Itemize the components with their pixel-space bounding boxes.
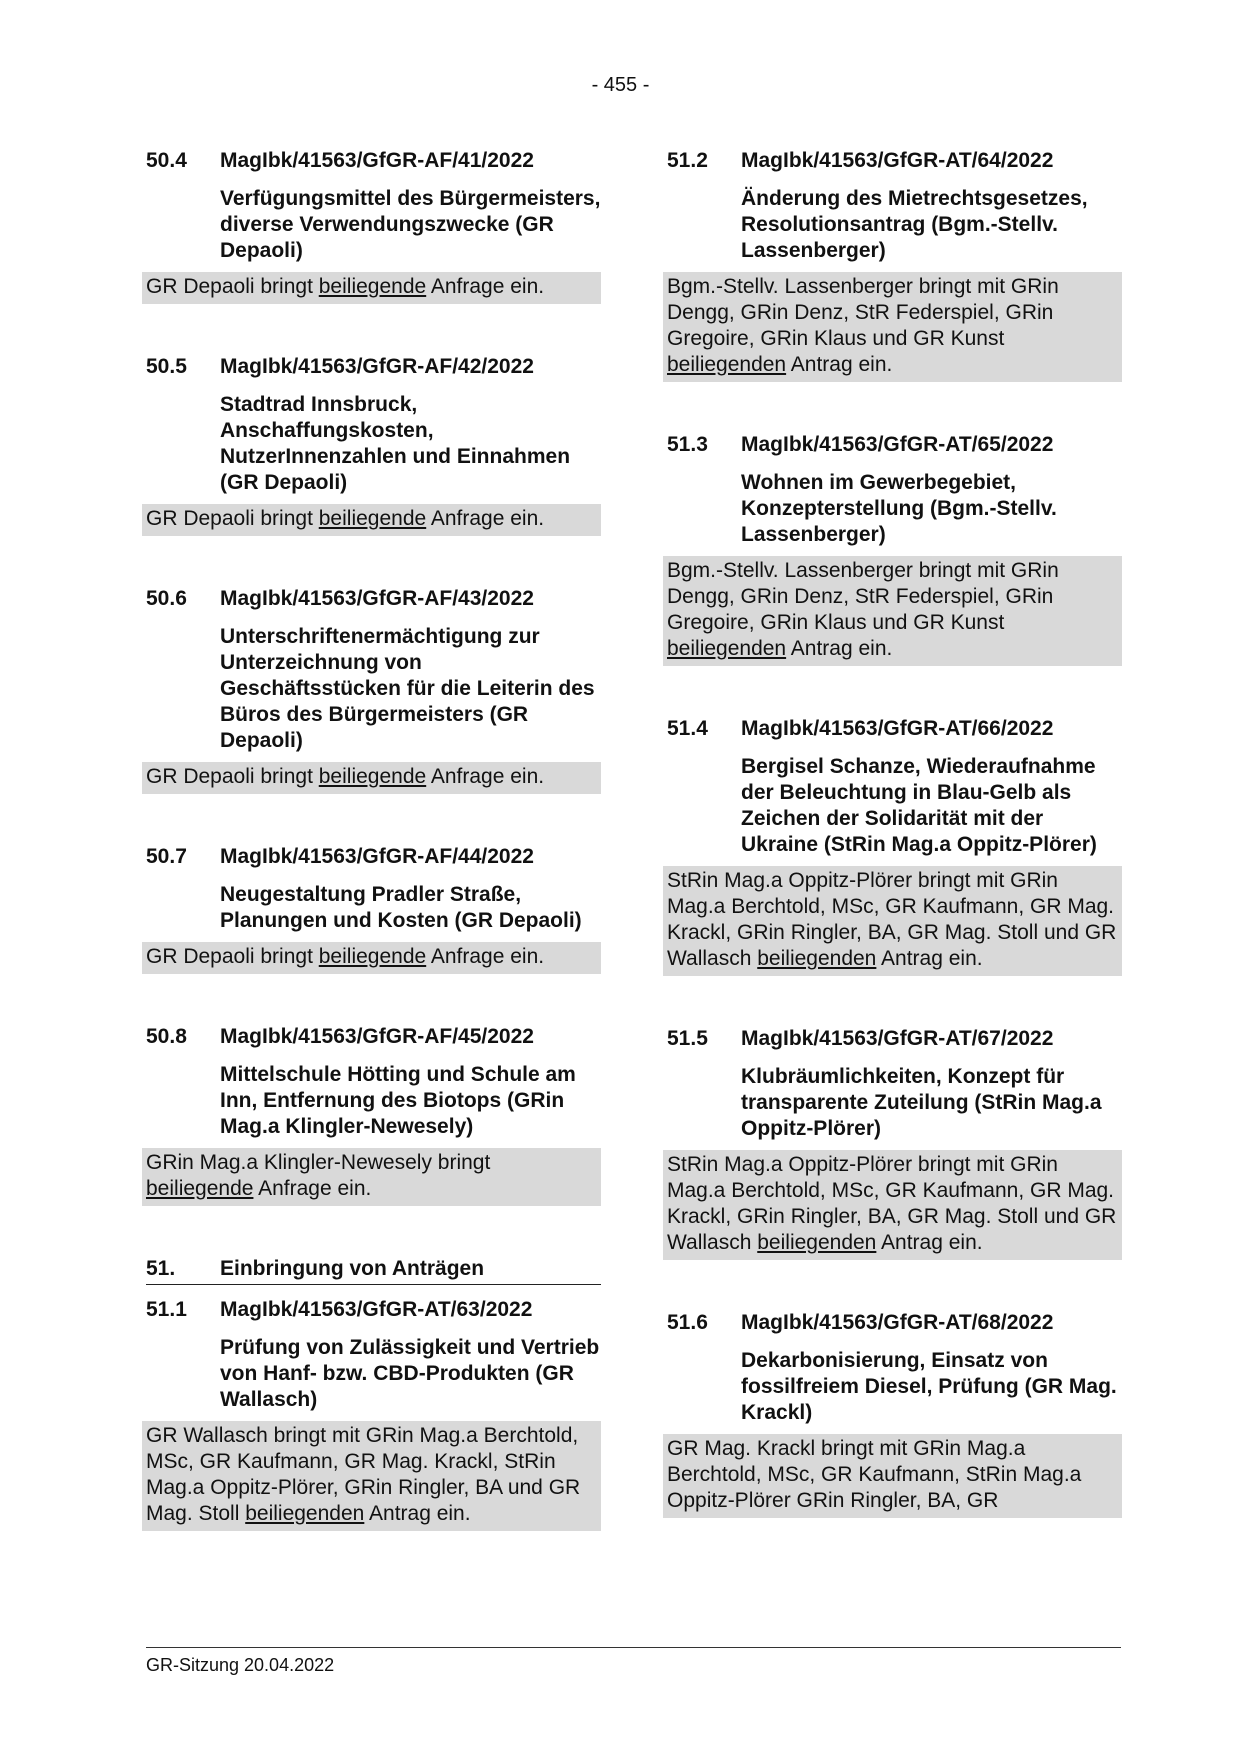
body-text-end: Antrag ein. xyxy=(876,1231,983,1254)
item-number: 51.6 xyxy=(667,1311,708,1334)
item-reference: MagIbk/41563/GfGR-AT/66/2022 xyxy=(741,717,1054,740)
body-text-end: Anfrage ein. xyxy=(426,945,545,968)
agenda-item xyxy=(146,1297,601,1531)
item-body xyxy=(663,866,1122,976)
agenda-item xyxy=(146,1024,601,1206)
body-text-end: Anfrage ein. xyxy=(426,765,545,788)
agenda-item xyxy=(146,844,601,974)
item-title: Dekarbonisierung, Einsatz von fossilfreiem Diesel, Prüfung (GR Mag. Krackl) xyxy=(741,1349,1117,1424)
attachment-link[interactable]: beiliegende xyxy=(318,945,427,968)
item-number: 50.8 xyxy=(146,1025,187,1048)
item-number: 50.6 xyxy=(146,587,187,610)
body-text-end: Anfrage ein. xyxy=(426,275,545,298)
item-number: 50.4 xyxy=(146,149,187,172)
item-body xyxy=(142,504,601,536)
item-number: 51.3 xyxy=(667,433,708,456)
left-column xyxy=(146,148,601,1531)
body-text: Bgm.-Stellv. Lassenberger bringt mit GRin Dengg, GRin Denz, StR Federspiel, GRin Gregoire, GRin Klaus und GR Kunst xyxy=(667,559,1059,634)
item-reference: MagIbk/41563/GfGR-AF/41/2022 xyxy=(220,149,534,172)
agenda-item xyxy=(667,148,1122,382)
item-number: 50.7 xyxy=(146,845,187,868)
attachment-link[interactable]: beiliegenden xyxy=(757,947,877,970)
item-body xyxy=(142,1421,601,1531)
body-text-end: Anfrage ein. xyxy=(253,1177,372,1200)
item-title: Neugestaltung Pradler Straße, Planungen und Kosten (GR Depaoli) xyxy=(220,883,582,932)
body-text: StRin Mag.a Oppitz-Plörer bringt mit GRin Mag.a Berchtold, MSc, GR Kaufmann, GR Mag. Krackl, GRin Ringler, BA, GR Mag. Stoll und GR Wallasch xyxy=(667,1153,1117,1254)
attachment-link[interactable]: beiliegenden xyxy=(667,353,787,376)
attachment-link[interactable]: beiliegenden xyxy=(757,1231,877,1254)
item-body xyxy=(663,556,1122,666)
item-reference: MagIbk/41563/GfGR-AF/45/2022 xyxy=(220,1025,534,1048)
item-reference: MagIbk/41563/GfGR-AT/63/2022 xyxy=(220,1298,533,1321)
agenda-item xyxy=(146,148,601,304)
section-title: Einbringung von Anträgen xyxy=(220,1257,485,1280)
agenda-item xyxy=(146,586,601,794)
attachment-link[interactable]: beiliegende xyxy=(318,275,427,298)
item-title: Änderung des Mietrechtsgesetzes, Resolutionsantrag (Bgm.-Stellv. Lassenberger) xyxy=(741,187,1088,262)
body-text: GR Wallasch bringt mit GRin Mag.a Berchtold, MSc, GR Kaufmann, GR Mag. Krackl, StRin Mag.a Oppitz-Plörer, GRin Ringler, BA und GR Mag. Stoll xyxy=(146,1424,581,1525)
item-reference: MagIbk/41563/GfGR-AT/65/2022 xyxy=(741,433,1054,456)
agenda-item xyxy=(667,1310,1122,1518)
body-text: GR Depaoli bringt xyxy=(146,945,319,968)
item-body xyxy=(142,1148,601,1206)
body-text: Bgm.-Stellv. Lassenberger bringt mit GRin Dengg, GRin Denz, StR Federspiel, GRin Gregoire, GRin Klaus und GR Kunst xyxy=(667,275,1059,350)
body-text-end: Antrag ein. xyxy=(876,947,983,970)
item-number: 51.1 xyxy=(146,1298,187,1321)
attachment-link[interactable]: beiliegende xyxy=(146,1177,254,1200)
item-body xyxy=(663,1434,1122,1518)
item-title: Prüfung von Zulässigkeit und Vertrieb von Hanf- bzw. CBD-Produkten (GR Wallasch) xyxy=(220,1336,600,1411)
body-text: GRin Mag.a Klingler-Newesely bringt xyxy=(146,1151,491,1174)
item-body xyxy=(142,762,601,794)
body-text: StRin Mag.a Oppitz-Plörer bringt mit GRin Mag.a Berchtold, MSc, GR Kaufmann, GR Mag. Krackl, GRin Ringler, BA, GR Mag. Stoll und GR Wallasch xyxy=(667,869,1117,970)
item-number: 51.2 xyxy=(667,149,708,172)
section-number: 51. xyxy=(146,1257,176,1280)
attachment-link[interactable]: beiliegende xyxy=(318,765,427,788)
footer-text: GR-Sitzung 20.04.2022 xyxy=(146,1655,335,1675)
body-text-end: Antrag ein. xyxy=(786,637,893,660)
agenda-item xyxy=(667,716,1122,976)
item-title: Stadtrad Innsbruck, Anschaffungskosten, NutzerInnenzahlen und Einnahmen (GR Depaoli) xyxy=(220,393,571,494)
body-text: GR Mag. Krackl bringt mit GRin Mag.a Berchtold, MSc, GR Kaufmann, StRin Mag.a Oppitz-Plörer GRin Ringler, BA, GR xyxy=(667,1437,1082,1512)
item-body xyxy=(663,1150,1122,1260)
item-reference: MagIbk/41563/GfGR-AT/67/2022 xyxy=(741,1027,1054,1050)
attachment-link[interactable]: beiliegenden xyxy=(667,637,787,660)
item-reference: MagIbk/41563/GfGR-AF/43/2022 xyxy=(220,587,534,610)
agenda-item xyxy=(667,432,1122,666)
item-number: 51.5 xyxy=(667,1027,708,1050)
item-title: Unterschriftenermächtigung zur Unterzeichnung von Geschäftsstücken für die Leiterin des Büros des Bürgermeisters (GR Depaoli) xyxy=(220,625,595,752)
body-text-end: Antrag ein. xyxy=(364,1502,471,1525)
body-text: GR Depaoli bringt xyxy=(146,507,319,530)
item-number: 50.5 xyxy=(146,355,187,378)
agenda-item xyxy=(146,354,601,536)
attachment-link[interactable]: beiliegenden xyxy=(245,1502,365,1525)
section-heading xyxy=(146,1256,601,1285)
right-column xyxy=(667,148,1122,1518)
item-reference: MagIbk/41563/GfGR-AF/42/2022 xyxy=(220,355,534,378)
body-text: GR Depaoli bringt xyxy=(146,275,319,298)
item-title: Verfügungsmittel des Bürgermeisters, diverse Verwendungszwecke (GR Depaoli) xyxy=(220,187,601,262)
footer-divider xyxy=(146,1647,1121,1648)
item-title: Bergisel Schanze, Wiederaufnahme der Beleuchtung in Blau-Gelb als Zeichen der Solidarität mit der Ukraine (StRin Mag.a Oppitz-Plörer) xyxy=(741,755,1097,856)
body-text-end: Antrag ein. xyxy=(786,353,893,376)
item-body xyxy=(142,942,601,974)
item-title: Wohnen im Gewerbegebiet, Konzepterstellung (Bgm.-Stellv. Lassenberger) xyxy=(741,471,1057,546)
item-number: 51.4 xyxy=(667,717,708,740)
body-text-end: Anfrage ein. xyxy=(426,507,545,530)
attachment-link[interactable]: beiliegende xyxy=(318,507,427,530)
item-reference: MagIbk/41563/GfGR-AF/44/2022 xyxy=(220,845,534,868)
item-body xyxy=(142,272,601,304)
item-title: Klubräumlichkeiten, Konzept für transparente Zuteilung (StRin Mag.a Oppitz-Plörer) xyxy=(741,1065,1102,1140)
item-reference: MagIbk/41563/GfGR-AT/64/2022 xyxy=(741,149,1054,172)
item-title: Mittelschule Hötting und Schule am Inn, Entfernung des Biotops (GRin Mag.a Klingler-Newesely) xyxy=(220,1063,576,1138)
item-reference: MagIbk/41563/GfGR-AT/68/2022 xyxy=(741,1311,1054,1334)
agenda-item xyxy=(667,1026,1122,1260)
page-number: - 455 - xyxy=(591,74,650,96)
body-text: GR Depaoli bringt xyxy=(146,765,319,788)
item-body xyxy=(663,272,1122,382)
